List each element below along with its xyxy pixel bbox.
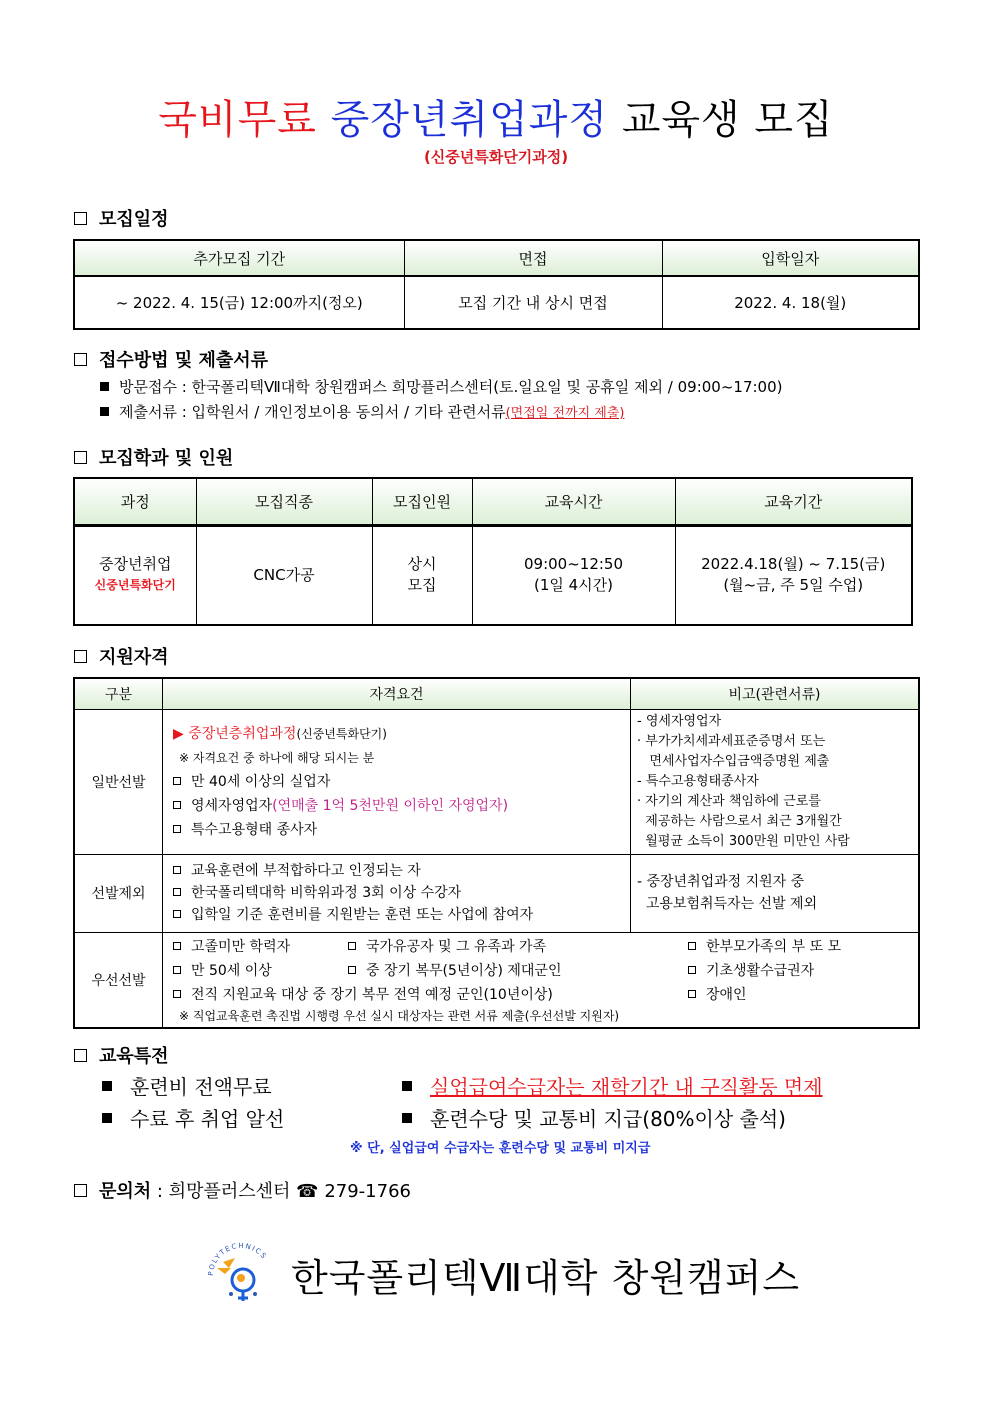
checkbox-square-icon bbox=[348, 942, 356, 950]
list-item: 입학일 기준 훈련비를 지원받는 훈련 또는 사업에 참여자 bbox=[173, 904, 620, 926]
bullet-square-icon bbox=[102, 1113, 112, 1123]
checkbox-square-icon bbox=[688, 990, 696, 998]
checkbox-square-icon bbox=[173, 777, 181, 785]
qualification-table bbox=[73, 677, 920, 1029]
title-course: 중장년취업과정 bbox=[330, 97, 609, 143]
table-cell bbox=[372, 525, 472, 625]
bullet-square-icon bbox=[402, 1113, 412, 1123]
checkbox-square-icon bbox=[74, 1184, 87, 1197]
course-name: 중장년취업 bbox=[99, 555, 172, 574]
table-cell bbox=[675, 525, 912, 625]
contact-value: : 희망플러스센터 bbox=[156, 1181, 291, 1202]
section-schedule bbox=[74, 205, 169, 231]
checkbox-square-icon bbox=[173, 966, 181, 974]
title-recruit: 교육생 모집 bbox=[621, 97, 834, 143]
benefit-item: 수료 후 취업 알선 bbox=[102, 1103, 284, 1132]
submission-deadline: (면접일 전까지 제출) bbox=[505, 406, 625, 421]
remark-line: 제공하는 사람으로서 최근 3개월간 bbox=[637, 813, 842, 829]
submission-line-1: 방문접수 : 한국폴리텍Ⅶ대학 창원캠퍼스 희망플러스센터(토.일요일 및 공휴일 제외 / 09:00~17:00) bbox=[119, 378, 783, 396]
checkbox-square-icon bbox=[688, 942, 696, 950]
section-heading: 교육특전 bbox=[99, 1046, 169, 1067]
list-item bbox=[100, 401, 624, 422]
checkbox-square-icon bbox=[173, 990, 181, 998]
period-line-1: 2022.4.18(월) ~ 7.15(금) bbox=[701, 555, 886, 574]
bullet-square-icon bbox=[402, 1081, 412, 1091]
table-cell: ~ 2022. 4. 15(금) 12:00까지(정오) bbox=[74, 276, 404, 329]
department-table bbox=[73, 477, 913, 626]
remark-line: 월평균 소득이 300만원 미만인 사람 bbox=[637, 833, 850, 849]
bullet-square-icon bbox=[100, 407, 109, 416]
checkbox-square-icon bbox=[74, 212, 87, 225]
list-item: 국가유공자 및 그 유족과 가족 bbox=[348, 935, 688, 959]
priority-note: ※ 직업교육훈련 촉진법 시행령 우선 실시 대상자는 관련 서류 제출(우선선발 지원자) bbox=[179, 1008, 620, 1023]
checkbox-square-icon bbox=[348, 966, 356, 974]
list-item bbox=[100, 376, 782, 397]
priority-grid bbox=[173, 935, 908, 1007]
checkbox-square-icon bbox=[173, 825, 181, 833]
remark-line: 고용보험취득자는 선발 제외 bbox=[637, 896, 818, 912]
table-cell bbox=[163, 854, 631, 932]
table-cell: CNC가공 bbox=[196, 525, 372, 625]
contact-phone: 279-1766 bbox=[324, 1181, 411, 1202]
benefit-item: 훈련수당 및 교통비 지급(80%이상 출석) bbox=[402, 1103, 786, 1132]
list-item: 고졸미만 학력자 bbox=[173, 935, 348, 959]
time-line-1: 09:00~12:50 bbox=[523, 555, 624, 574]
contact-label: 문의처 bbox=[99, 1181, 152, 1202]
general-note: ※ 자격요건 중 하나에 해당 되시는 분 bbox=[179, 750, 375, 765]
list-item: 특수고용형태 종사자 bbox=[173, 818, 620, 842]
benefit-item: 훈련비 전액무료 bbox=[102, 1071, 272, 1100]
list-item: 만 50세 이상 bbox=[173, 959, 348, 983]
general-course: 중장년층취업과정 bbox=[188, 725, 297, 742]
table-header: 교육시간 bbox=[472, 478, 675, 525]
remark-line: · 부가가치세과세표준증명서 또는 bbox=[637, 733, 826, 749]
table-cell bbox=[631, 854, 920, 932]
remark-line: 면세사업자수입금액증명원 제출 bbox=[637, 753, 830, 769]
checkbox-square-icon bbox=[173, 866, 181, 874]
phone-icon: ☎ bbox=[296, 1181, 319, 1202]
page-title bbox=[0, 88, 992, 145]
table-header: 교육기간 bbox=[675, 478, 912, 525]
course-subname: 신중년특화단기 bbox=[94, 578, 176, 593]
checkbox-square-icon bbox=[74, 353, 87, 366]
remark-line: - 영세자영업자 bbox=[637, 713, 722, 729]
checkbox-square-icon bbox=[74, 1049, 87, 1062]
title-free: 국비무료 bbox=[158, 97, 317, 143]
list-item: 영세자영업자(연매출 1억 5천만원 이하인 자영업자) bbox=[173, 794, 620, 818]
polytechnics-emblem-icon bbox=[205, 1238, 277, 1310]
table-header: 비고(관련서류) bbox=[631, 678, 920, 709]
checkbox-square-icon bbox=[173, 888, 181, 896]
table-cell bbox=[472, 525, 675, 625]
section-benefits bbox=[74, 1042, 169, 1068]
table-cell: 2022. 4. 18(월) bbox=[662, 276, 919, 329]
contact bbox=[74, 1177, 411, 1203]
section-submission bbox=[74, 346, 268, 372]
table-cell: 선발제외 bbox=[74, 854, 163, 932]
table-cell bbox=[163, 932, 920, 1028]
emblem-ring-text: POLYTECHNICS bbox=[206, 1241, 269, 1277]
school-name: 한국폴리텍Ⅶ대학 창원캠퍼스 bbox=[291, 1255, 801, 1300]
remark-line: · 자기의 계산과 책임하에 근로를 bbox=[637, 793, 821, 809]
list-item: 중 장기 복무(5년이상) 제대군인 bbox=[348, 959, 688, 983]
count-line-1: 상시 bbox=[407, 555, 437, 574]
list-item: 한부모가족의 부 또 모 bbox=[688, 935, 908, 959]
school-logo bbox=[205, 1238, 800, 1310]
list-item: 기초생활수급권자 bbox=[688, 959, 908, 983]
section-heading: 지원자격 bbox=[99, 647, 169, 668]
benefit-item: 실업급여수급자는 재학기간 내 구직활동 면제 bbox=[402, 1071, 823, 1100]
table-cell bbox=[631, 709, 920, 854]
checkbox-square-icon bbox=[173, 801, 181, 809]
remark-line: - 특수고용형태종사자 bbox=[637, 773, 759, 789]
section-departments bbox=[74, 444, 233, 470]
table-header: 입학일자 bbox=[662, 240, 919, 276]
list-item: 교육훈련에 부적합하다고 인정되는 자 bbox=[173, 860, 620, 882]
page-subtitle: (신중년특화단기과정) bbox=[423, 148, 569, 166]
table-cell: 우선선발 bbox=[74, 932, 163, 1028]
table-cell: 모집 기간 내 상시 면접 bbox=[404, 276, 662, 329]
benefit-note: ※ 단, 실업급여 수급자는 훈련수당 및 교통비 미지급 bbox=[350, 1141, 651, 1156]
time-line-2: (1일 4시간) bbox=[533, 576, 614, 595]
count-line-2: 모집 bbox=[407, 576, 437, 595]
table-header: 자격요건 bbox=[163, 678, 631, 709]
checkbox-square-icon bbox=[173, 942, 181, 950]
section-heading: 모집학과 및 인원 bbox=[99, 448, 234, 469]
list-item: 한국폴리텍대학 비학위과정 3회 이상 수강자 bbox=[173, 882, 620, 904]
table-header: 추가모집 기간 bbox=[74, 240, 404, 276]
schedule-table bbox=[73, 239, 920, 330]
checkbox-square-icon bbox=[173, 910, 181, 918]
bullet-square-icon bbox=[102, 1081, 112, 1091]
remark-line: - 중장년취업과정 지원자 중 bbox=[637, 874, 805, 890]
table-header: 면접 bbox=[404, 240, 662, 276]
section-heading: 모집일정 bbox=[99, 209, 169, 230]
table-cell bbox=[163, 709, 631, 854]
checkbox-square-icon bbox=[74, 451, 87, 464]
bullet-square-icon bbox=[100, 382, 109, 391]
table-cell bbox=[74, 525, 196, 625]
table-header: 과정 bbox=[74, 478, 196, 525]
general-course-line bbox=[173, 722, 620, 746]
list-item: 장애인 bbox=[688, 983, 908, 1007]
table-header: 구분 bbox=[74, 678, 163, 709]
general-course-sub: (신중년특화단기) bbox=[296, 726, 387, 741]
table-header: 모집인원 bbox=[372, 478, 472, 525]
table-cell: 일반선발 bbox=[74, 709, 163, 854]
table-header: 모집직종 bbox=[196, 478, 372, 525]
general-item2-detail: (연매출 1억 5천만원 이하인 자영업자) bbox=[272, 797, 509, 814]
list-item: 만 40세 이상의 실업자 bbox=[173, 770, 620, 794]
triangle-right-icon: ▶ bbox=[173, 725, 184, 742]
checkbox-square-icon bbox=[688, 966, 696, 974]
section-heading: 접수방법 및 제출서류 bbox=[99, 350, 269, 371]
period-line-2: (월~금, 주 5일 수업) bbox=[723, 576, 864, 595]
submission-line-2: 제출서류 : 입학원서 / 개인정보이용 동의서 / 기타 관련서류 bbox=[119, 403, 506, 421]
checkbox-square-icon bbox=[74, 650, 87, 663]
section-qualifications bbox=[74, 643, 169, 669]
list-item: 전직 지원교육 대상 중 장기 복무 전역 예정 군인(10년이상) bbox=[173, 983, 688, 1007]
